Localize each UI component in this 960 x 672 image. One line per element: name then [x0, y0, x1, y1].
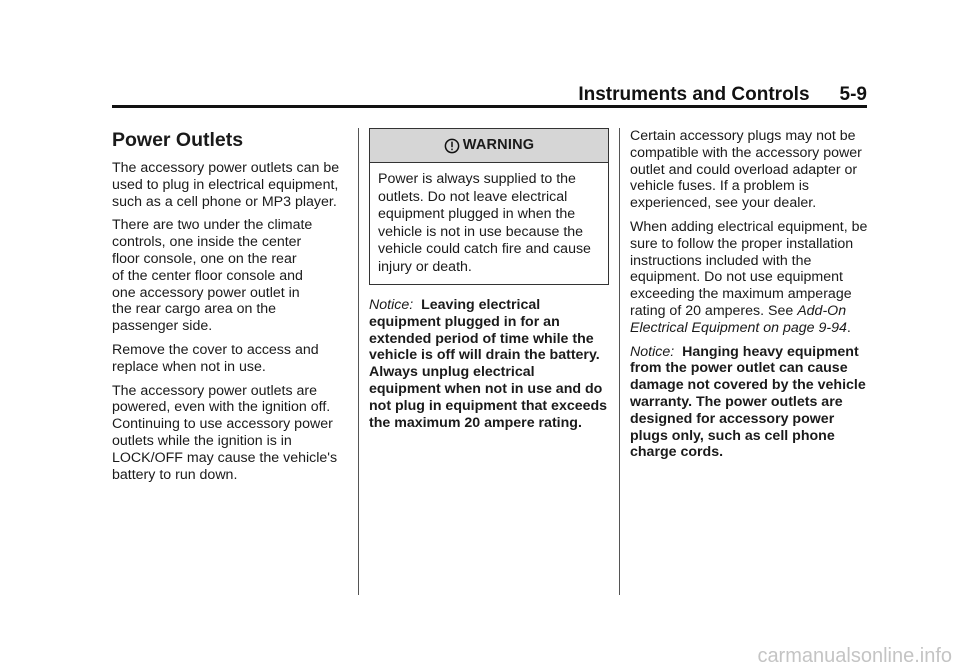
text-line: floor console, one on the rear: [112, 250, 297, 267]
cross-reference: Add-On Electrical Equipment on page 9-94: [630, 302, 847, 336]
warning-title: WARNING: [462, 137, 535, 154]
text-line: the rear cargo area on the: [112, 301, 277, 318]
paragraph-outlet-locations: [112, 217, 350, 335]
text-run: .: [846, 319, 851, 336]
watermark: carmanualsonline.info: [757, 645, 952, 667]
notice-paragraph: [369, 297, 609, 431]
warning-icon: [444, 138, 460, 154]
paragraph: The accessory power outlets can be used to plug in electrical equipment, such as a cell phone or MP3 player.: [112, 160, 340, 210]
text-line: There are two under the climate: [112, 217, 313, 234]
column-1: [112, 128, 350, 490]
text-run: When adding electrical equipment, be sure to follow the proper installation instructions included with the equipment. Do not use equipment exceeding the maximum amperage rating of 20 amperes. See: [630, 218, 868, 319]
page-number: 5-9: [839, 84, 867, 105]
section-heading: Power Outlets: [112, 129, 244, 151]
notice-text: Hanging heavy equipment from the power outlet can cause damage not covered by the vehicle warranty. The power outlets are designed for accessory power plugs only, such as cell phone charge cords.: [630, 343, 866, 461]
text-line: controls, one inside the center: [112, 234, 302, 251]
paragraph-installation: [630, 219, 870, 337]
column-2: [369, 128, 609, 438]
paragraph: Remove the cover to access and replace when not in use.: [112, 341, 319, 375]
column-divider-2: [619, 128, 620, 595]
section-title: Instruments and Controls: [578, 84, 810, 105]
notice-paragraph: [630, 344, 870, 462]
paragraph: Certain accessory plugs may not be compatible with the accessory power outlet and could overload adapter or vehicle fuses. If a problem is experienced, see your dealer.: [630, 128, 862, 212]
notice-text: Leaving electrical equipment plugged in for an extended period of time while the vehicle is off will drain the battery. Always unplug electrical equipment when not in use and do not plug in equipment that exceeds the maximum 20 ampere rating.: [369, 297, 608, 431]
text-line: of the center floor console and: [112, 267, 303, 284]
header-rule: [112, 105, 867, 108]
column-divider-1: [358, 128, 359, 595]
text-line: passenger side.: [112, 318, 213, 335]
warning-text: Power is always supplied to the outlets. Do not leave electrical equipment plugged in when the vehicle is not in use because the vehicle could catch fire and cause injury or death.: [378, 171, 591, 275]
notice-label: Notice:: [369, 297, 414, 313]
column-3: [630, 128, 870, 468]
warning-box: [369, 128, 609, 285]
notice-label: Notice:: [630, 343, 675, 360]
text-line: one accessory power outlet in: [112, 284, 300, 301]
warning-header: [370, 129, 608, 163]
paragraph: The accessory power outlets are powered, even with the ignition off. Continuing to use accessory power outlets while the ignition is in LOCK/OFF may cause the vehicle's battery to run down.: [112, 382, 338, 483]
page-header: [112, 78, 867, 106]
